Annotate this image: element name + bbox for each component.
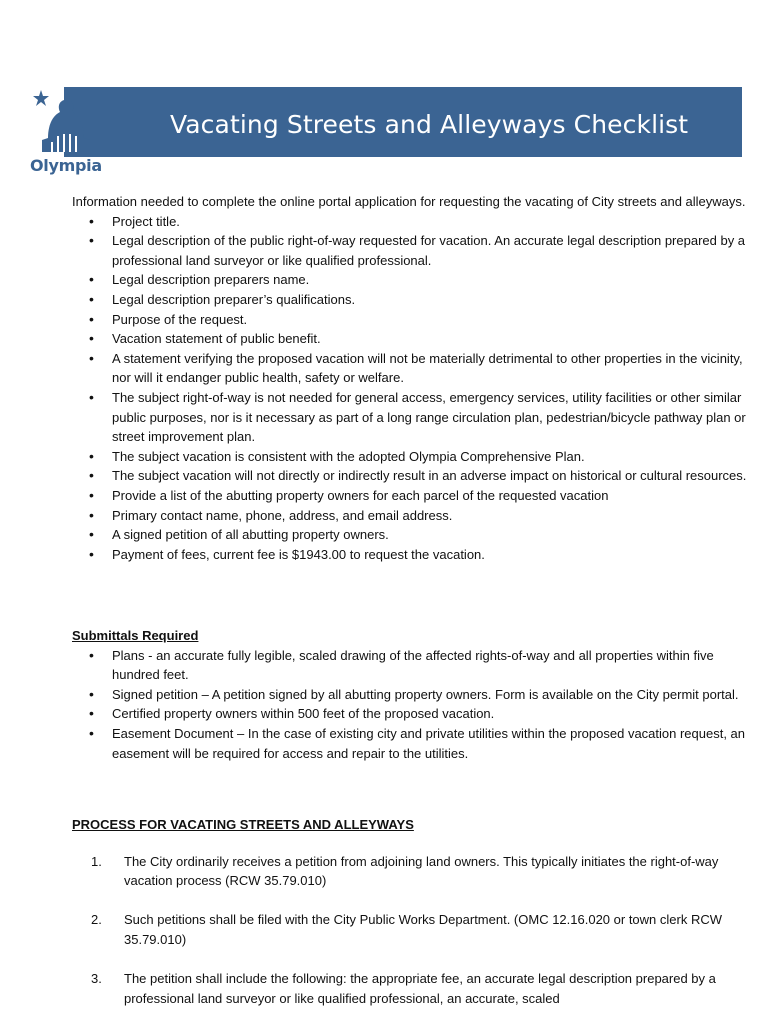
list-item: • Primary contact name, phone, address, and email address.	[112, 506, 752, 526]
process-step	[72, 969, 752, 1008]
intro-section	[72, 192, 752, 564]
step-number: 1.	[91, 853, 102, 869]
step-text: The petition shall include the following: the appropriate fee, an accurate legal description prepared by a professional land surveyor or like qualified professional, an accurate, scaled	[124, 971, 716, 1006]
submittals-section	[72, 626, 752, 763]
list-item: • The subject vacation is consistent with the adopted Olympia Comprehensive Plan.	[112, 447, 752, 467]
list-item: • Certified property owners within 500 feet of the proposed vacation.	[112, 704, 752, 724]
list-item: • The subject right-of-way is not needed for general access, emergency services, utility facilities or other similar public purposes, nor is it necessary as part of a long range circulation plan, pedestrian/bicycle pathway plan or street improvement plan.	[112, 388, 752, 447]
intro-text: Information needed to complete the online portal application for requesting the vacating of City streets and alleyways.	[72, 194, 746, 209]
list-item: • Vacation statement of public benefit.	[112, 329, 752, 349]
step-text: The City ordinarily receives a petition from adjoining land owners. This typically initiates the right-of-way vacation process (RCW 35.79.010)	[124, 853, 719, 889]
list-item: • The subject vacation will not directly or indirectly result in an adverse impact on historical or cultural resources.	[112, 466, 752, 486]
list-item: • Provide a list of the abutting property owners for each parcel of the requested vacation	[112, 486, 752, 506]
process-heading: PROCESS FOR VACATING STREETS AND ALLEYWAYS	[72, 817, 414, 832]
submittals-list	[112, 646, 752, 764]
logo-text: Olympia	[30, 156, 102, 175]
process-section	[72, 815, 752, 1024]
step-text: Such petitions shall be filed with the City Public Works Department. (OMC 12.16.020 or town clerk RCW 35.79.010)	[124, 912, 722, 947]
list-item: • Legal description of the public right-of-way requested for vacation. An accurate legal description prepared by a professional land surveyor or like qualified professional.	[112, 231, 752, 270]
process-step	[72, 852, 752, 891]
capitol-dome-icon	[42, 92, 90, 152]
process-step	[72, 910, 752, 949]
list-item: • A signed petition of all abutting property owners.	[112, 525, 752, 545]
list-item: • Project title.	[112, 212, 752, 232]
list-item: • Purpose of the request.	[112, 310, 752, 330]
step-number: 3.	[91, 971, 102, 987]
submittals-heading: Submittals Required	[72, 628, 199, 643]
list-item: • Plans - an accurate fully legible, scaled drawing of the affected rights-of-way and all properties within five hundred feet.	[112, 646, 752, 685]
list-item: • Payment of fees, current fee is $1943.00 to request the vacation.	[112, 545, 752, 565]
step-number: 2.	[91, 912, 102, 928]
process-steps	[72, 852, 752, 1009]
list-item: • Legal description preparer’s qualifications.	[112, 290, 752, 310]
list-item: • Legal description preparers name.	[112, 270, 752, 290]
list-item: • A statement verifying the proposed vacation will not be materially detrimental to other properties in the vicinity, nor will it endanger public health, safety or welfare.	[112, 349, 752, 388]
star-icon	[33, 90, 49, 106]
list-item: • Signed petition – A petition signed by all abutting property owners. Form is available on the City permit portal.	[112, 685, 752, 705]
info-list	[112, 212, 752, 565]
list-item: • Easement Document – In the case of existing city and private utilities within the proposed vacation request, an easement will be required for access and repair to the utilities.	[112, 724, 752, 763]
page-title: Vacating Streets and Alleyways Checklist	[170, 110, 689, 139]
